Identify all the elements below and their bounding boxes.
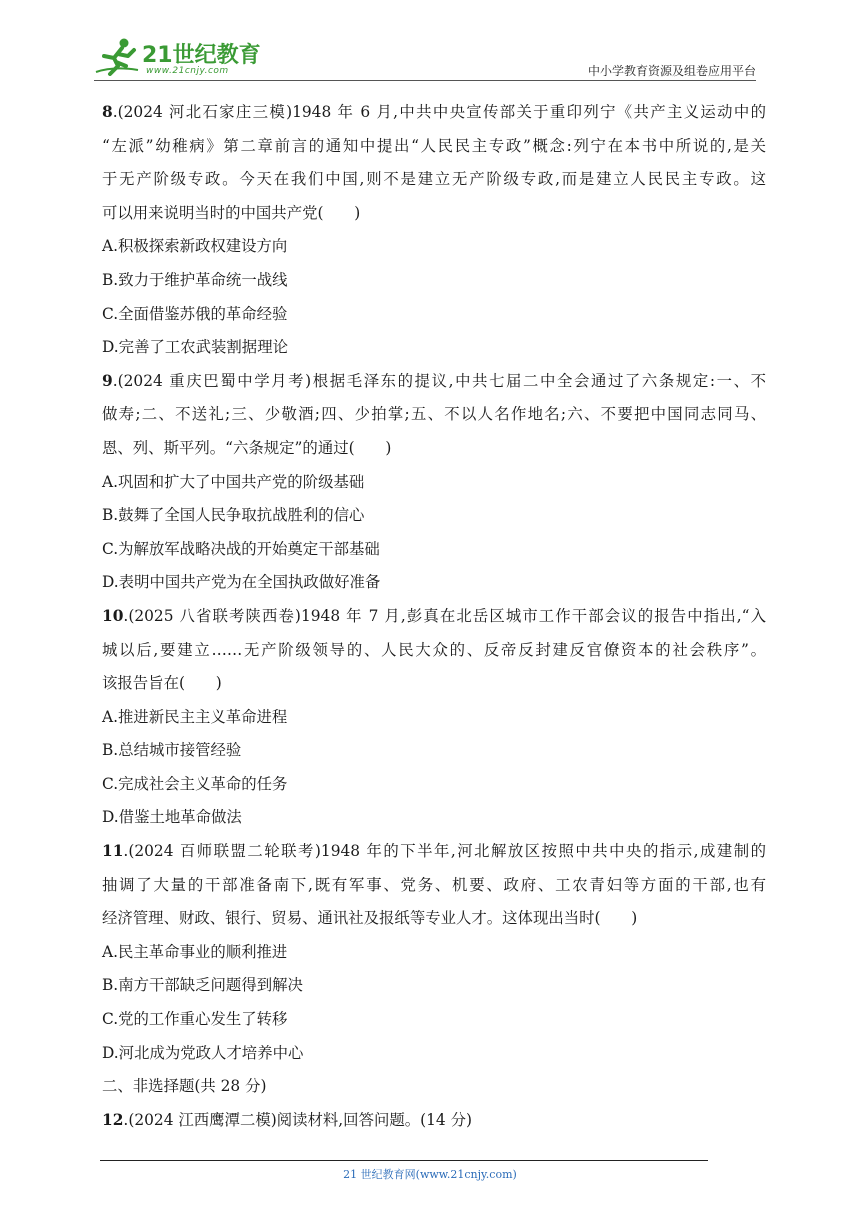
question-stem-line: 8.(2024 河北石家庄三模)1948 年 6 月,中共中央宣传部关于重印列宁《共产主义运动中的 xyxy=(102,103,766,121)
question-number: 9 xyxy=(102,371,113,390)
question-12: 12.(2024 江西鹰潭二模)阅读材料,回答问题。(14 分) xyxy=(102,1110,473,1129)
page-header xyxy=(94,30,756,80)
question-stem-line: 恩、列、斯平列。“六条规定”的通过( ) xyxy=(102,438,392,457)
question-9 xyxy=(102,365,766,600)
question-number: 12 xyxy=(102,1110,124,1129)
question-8 xyxy=(102,96,766,365)
option-d: D.表明中国共产党为在全国执政做好准备 xyxy=(102,573,381,592)
question-stem-line: “左派”幼稚病》第二章前言的通知中提出“人民民主专政”概念:列宁在本书中所说的,是关 xyxy=(102,136,766,155)
question-stem-line: 做寿;二、不送礼;三、少敬酒;四、少拍掌;五、不以人名作地名;六、不要把中国同志同马、 xyxy=(102,405,766,424)
option-a: A.民主革命事业的顺利推进 xyxy=(102,942,288,961)
option-c: C.党的工作重心发生了转移 xyxy=(102,1010,288,1029)
option-b: B.总结城市接管经验 xyxy=(102,741,242,760)
site-logo xyxy=(94,36,264,76)
option-d: D.借鉴土地革命做法 xyxy=(102,808,242,827)
logo-text: 21世纪教育 xyxy=(142,43,261,68)
question-stem-line: 该报告旨在( ) xyxy=(102,674,222,693)
question-stem-line: 于无产阶级专政。今天在我们中国,则不是建立无产阶级专政,而是建立人民民主专政。这 xyxy=(102,170,766,189)
runner-logo-icon xyxy=(94,36,142,76)
question-stem-line: 9.(2024 重庆巴蜀中学月考)根据毛泽东的提议,中共七届二中全会通过了六条规定:一、不 xyxy=(102,371,766,390)
question-stem-line: 11.(2024 百师联盟二轮联考)1948 年的下半年,河北解放区按照中共中央的指示,成建制的 xyxy=(102,842,766,861)
option-a: A.巩固和扩大了中国共产党的阶级基础 xyxy=(102,472,365,491)
logo-url: www.21cnjy.com xyxy=(146,66,229,76)
option-d: D.河北成为党政人才培养中心 xyxy=(102,1043,304,1062)
header-divider xyxy=(94,80,756,81)
option-a: A.积极探索新政权建设方向 xyxy=(102,237,288,256)
option-d: D.完善了工农武装割据理论 xyxy=(102,338,288,357)
question-11 xyxy=(102,835,766,1070)
question-stem-line: 经济管理、财政、银行、贸易、通讯社及报纸等专业人才。这体现出当时( ) xyxy=(102,909,638,928)
footer-text: 21 世纪教育网(www.21cnjy.com) xyxy=(343,1168,517,1181)
footer-divider xyxy=(100,1160,708,1161)
question-stem-line: 抽调了大量的干部准备南下,既有军事、党务、机要、政府、工农青妇等方面的干部,也有 xyxy=(102,875,766,894)
question-number: 8 xyxy=(102,103,113,121)
option-b: B.南方干部缺乏问题得到解决 xyxy=(102,976,303,995)
section-heading: 二、非选择题(共 28 分) xyxy=(102,1077,267,1096)
question-stem-line: 可以用来说明当时的中国共产党( ) xyxy=(102,203,361,222)
option-c: C.全面借鉴苏俄的革命经验 xyxy=(102,304,288,323)
option-b: B.鼓舞了全国人民争取抗战胜利的信心 xyxy=(102,506,365,525)
question-stem-line: 10.(2025 八省联考陕西卷)1948 年 7 月,彭真在北岳区城市工作干部会议的报告中指出,“入 xyxy=(102,606,766,625)
question-number: 10 xyxy=(102,606,124,625)
question-stem-line: 城以后,要建立……无产阶级领导的、人民大众的、反帝反封建反官僚资本的社会秩序”。 xyxy=(102,640,766,659)
option-a: A.推进新民主主义革命进程 xyxy=(102,707,288,726)
option-c: C.完成社会主义革命的任务 xyxy=(102,774,288,793)
question-number: 11 xyxy=(102,842,124,861)
document-body xyxy=(102,96,766,1137)
platform-title: 中小学教育资源及组卷应用平台 xyxy=(587,64,756,78)
option-b: B.致力于维护革命统一战线 xyxy=(102,270,288,289)
question-10 xyxy=(102,600,766,835)
option-c: C.为解放军战略决战的开始奠定干部基础 xyxy=(102,539,380,558)
